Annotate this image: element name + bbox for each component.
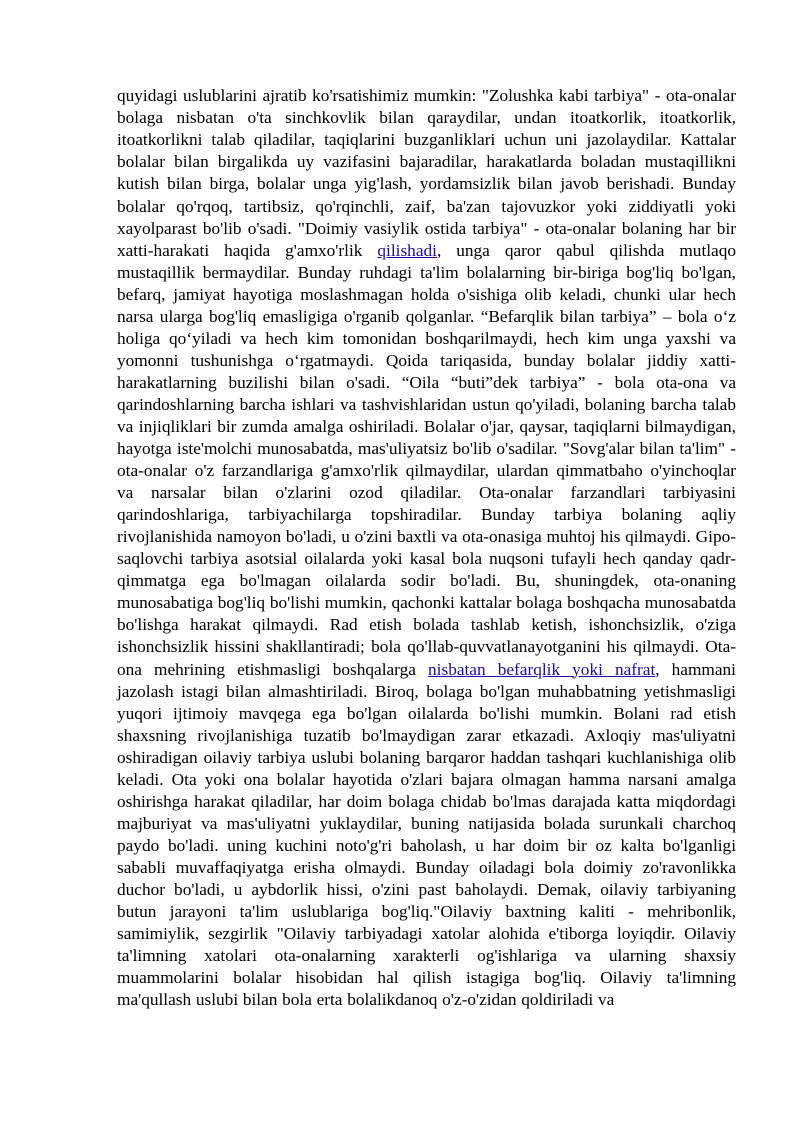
text-segment: quyidagi uslublarini ajratib ko'rsatishimiz mumkin: "Zolushka kabi tarbiya" - ota-onalar bolaga nisbatan o'ta sinchkovlik bilan qaraydilar, undan itoatkorlik, itoatkorlik, itoatkorlikni talab qiladilar, taqiqlarini buzganliklari uchun uni jazolaydilar. Kattalar bolalar bilan birgalikda uy vazifasini bajaradilar, harakatlarda boladan mustaqillikni kutish bilan birga, bolalar unga yig'lash, yordamsizlik bilan javob berishadi. Bunday bolalar qo'rqoq, tartibsiz, qo'rqinchli, zaif, ba'zan tajovuzkor yoki ziddiyatli yoki xayolparast bo'lib o'sadi. "Doimiy vasiylik ostida tarbiya" - ota-onalar bolaning har bir xatti-harakati haqida g'amxo'rlik <box>117 86 736 260</box>
link-nisbatan-befarqlik[interactable]: nisbatan befarqlik yoki nafrat <box>428 659 656 679</box>
link-qilishadi[interactable]: qilishadi <box>377 240 437 260</box>
text-segment: , unga qaror qabul qilishda mutlaqo mustaqillik bermaydilar. Bunday ruhdagi ta'lim bolalarning bir-biriga bog'liq bo'lgan, befarq, jamiyat hayotiga moslashmagan holda o'sishiga olib keladi, chunki ular hech narsa ularga bog'liq emasligiga o'rganib qolganlar. “Befarqlik bilan tarbiya” – bola o‘z holiga qo‘yiladi va hech kim tomonidan boshqarilmaydi, hech kim unga yaxshi va yomonni tushunishga o‘rgatmaydi. Qoida tariqasida, bunday bolalar jiddiy xatti-harakatlarning buzilishi bilan o'sadi. “Oila “buti”dek tarbiya” - bola ota-ona va qarindoshlarning barcha ishlari va tashvishlaridan ustun qo'yiladi, bolaning barcha talab va injiqliklari bir zumda amalga oshiriladi. Bolalar o'jar, qaysar, taqiqlarni bilmaydigan, hayotga iste'molchi munosabatda, mas'uliyatsiz bo'lib o'sadilar. "Sovg'alar bilan ta'lim" - ota-onalar o'z farzandlariga g'amxo'rlik qilmaydilar, ulardan qimmatbaho o'yinchoqlar va narsalar bilan o'zlarini ozod qiladilar. Ota-onalar farzandlari tarbiyasini qarindoshlariga, tarbiyachilarga topshiradilar. Bunday tarbiya bolaning aqliy rivojlanishida namoyon bo'ladi, u o'zini baxtli va ota-onasiga muhtoj his qilmaydi. Gipo-saqlovchi tarbiya asotsial oilalarda yoki kasal bola nuqsoni tufayli hech qanday qadr-qimmatga ega bo'lmagan oilalarda sodir bo'ladi. Bu, shuningdek, ota-onaning munosabatiga bog'liq bo'lishi mumkin, qachonki kattalar bolaga boshqacha munosabatda bo'lishga harakat qilmaydi. Rad etish bolada tashlab ketish, ishonchsizlik, o'ziga ishonchsizlik hissini shakllantiradi; bola qo'llab-quvvatlanayotganini his qilmaydi. Ota-ona mehrining etishmasligi boshqalarga <box>117 240 736 679</box>
text-segment: , hammani jazolash istagi bilan almashtiriladi. Biroq, bolaga bo'lgan muhabbatning yetishmasligi yuqori ijtimoiy mavqega ega bo'lgan oilalarda bo'lishi mumkin. Bolani rad etish shaxsning rivojlanishiga tuzatib bo'lmaydigan zarar etkazadi. Axloqiy mas'uliyatni oshiradigan oilaviy tarbiya uslubi bolaning barqaror haddan tashqari kuchlanishiga olib keladi. Ota yoki ona bolalar hayotida o'zlari bajara olmagan hamma narsani amalga oshirishga harakat qiladilar, har doim bolaga chidab bo'lmas darajada katta miqdordagi majburiyat va mas'uliyatni yuklaydilar, buning natijasida bolada surunkali charchoq paydo bo'ladi. uning kuchini noto'g'ri baholash, u har doim bir oz kalta bo'lganligi sababli muvaffaqiyatga erisha olmaydi. Bunday oiladagi bola doimiy zo'ravonlikka duchor bo'ladi, u aybdorlik hissi, o'zini past baholaydi. Demak, oilaviy tarbiyaning butun jarayoni ta'lim uslublariga bog'liq."Oilaviy baxtning kaliti - mehribonlik, samimiylik, sezgirlik "Oilaviy tarbiyadagi xatolar alohida e'tiborga loyiqdir. Oilaviy ta'limning xatolari ota-onalarning xarakterli og'ishlariga va ularning shaxsiy muammolarini bolalar hisobidan hal qilish istagiga bog'liq. Oilaviy ta'limning ma'qullash uslubi bilan bola erta bolalikdanoq o'z-o'zidan qoldiriladi va <box>117 659 736 1010</box>
body-paragraph <box>117 85 736 1011</box>
